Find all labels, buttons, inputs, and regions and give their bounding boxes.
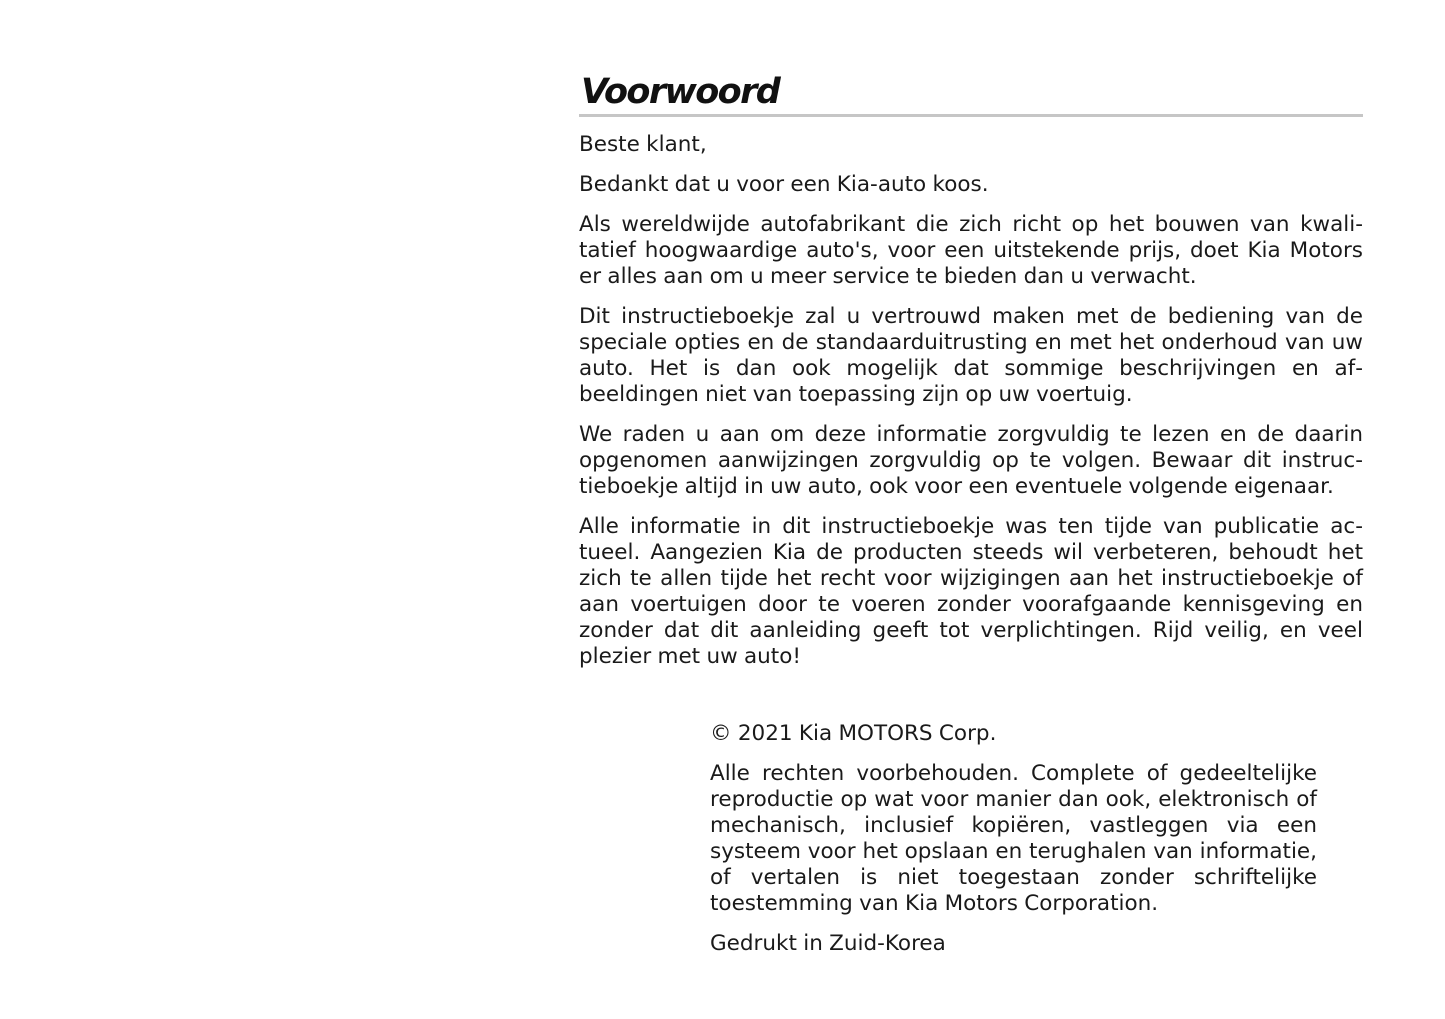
foreword-section — [579, 132, 1363, 684]
printed-location: Gedrukt in Zuid-Korea — [710, 931, 946, 956]
page-title: Voorwoord — [581, 72, 780, 112]
manufacturer-paragraph: Als wereldwijde autofabrikant die zich richt op het bouwen van kwalitatief hoogwaardige auto's, voor een uitstekende prijs, doet Kia Motors er alles aan om u meer service te bieden dan u verwacht. — [579, 212, 1363, 289]
disclaimer-paragraph: Alle informatie in dit instructieboekje was ten tijde van publicatie actueel. Aangezien Kia de producten steeds wil verbeteren, behoudt het zich te allen tijde het recht voor wijzigingen aan het instructieboekje of aan voertuigen door te voeren zonder voorafgaande kennisgeving en zonder dat dit aanleiding geeft tot verplichtingen. Rijd veilig, en veel plezier met uw auto! — [579, 514, 1363, 669]
title-divider — [579, 114, 1363, 117]
manual-purpose-paragraph: Dit instructieboekje zal u vertrouwd maken met de bediening van de speciale opties en de standaarduitrusting en met het onderhoud van uw auto. Het is dan ook mogelijk dat sommige beschrijvingen en afbeeldingen niet van toepassing zijn op uw voertuig. — [579, 304, 1363, 407]
salutation-paragraph: Beste klant, — [579, 132, 707, 157]
copyright-notice: © 2021 Kia MOTORS Corp. — [710, 721, 997, 746]
rights-paragraph: Alle rechten voorbehouden. Complete of gedeeltelijke reproductie op wat voor manier dan ook, elektronisch of mechanisch, inclusief kopiëren, vastleggen via een systeem voor het opslaan en terughalen van informatie, of vertalen is niet toegestaan zonder schriftelijke toestemming van Kia Motors Corporation. — [710, 761, 1317, 916]
thanks-paragraph: Bedankt dat u voor een Kia-auto koos. — [579, 172, 989, 197]
reading-advice-paragraph: We raden u aan om deze informatie zorgvuldig te lezen en de daarin opgenomen aanwijzingen zorgvuldig op te volgen. Bewaar dit instructieboekje altijd in uw auto, ook voor een eventuele volgende eigenaar. — [579, 422, 1363, 499]
copyright-section — [710, 721, 1317, 971]
